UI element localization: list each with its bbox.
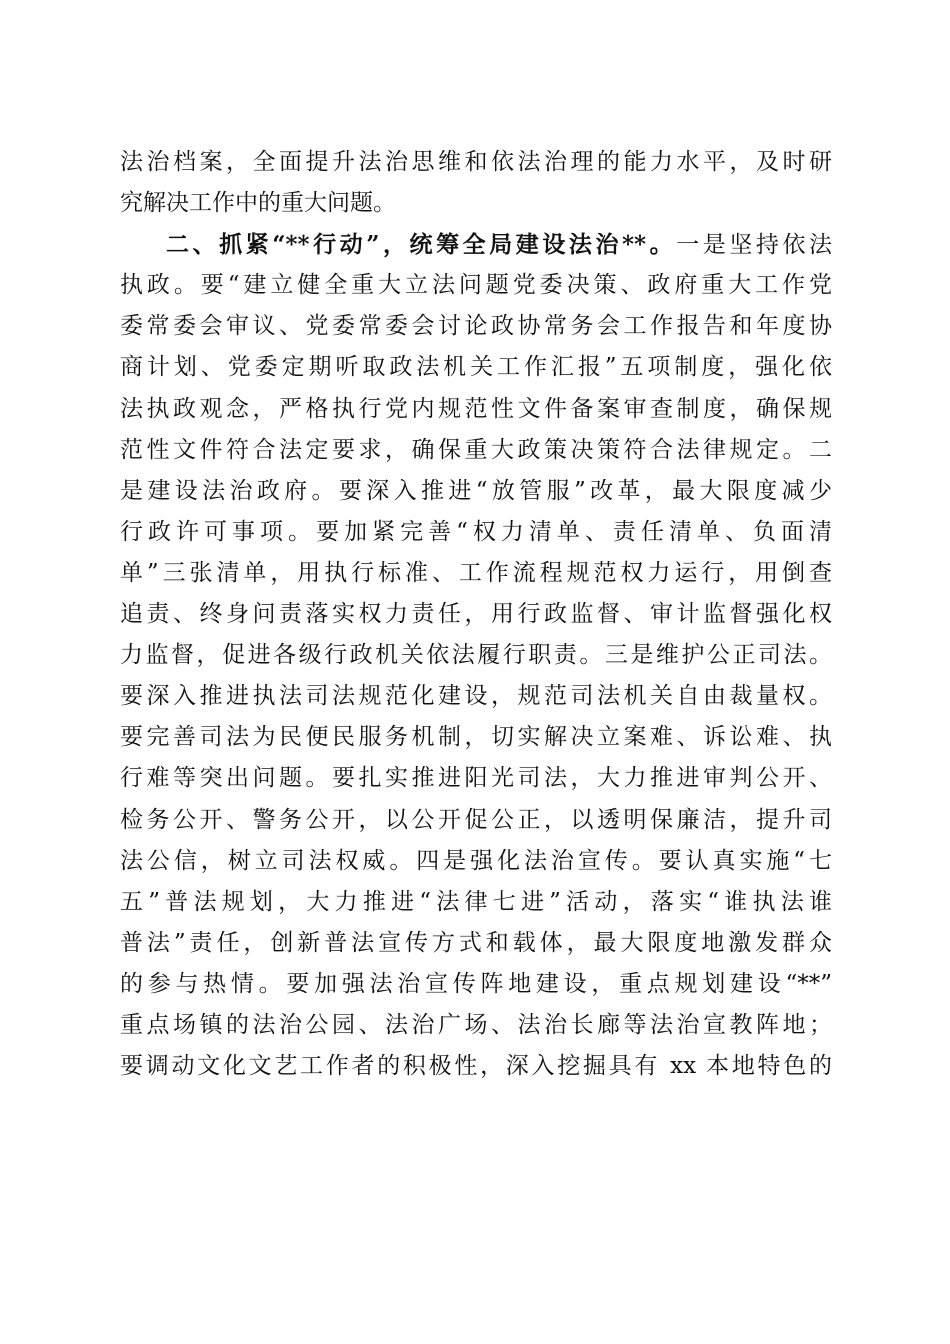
paragraph-2-line: 单”三张清单，用执行标准、工作流程规范权力运行，用倒查 (120, 559, 832, 586)
paragraph-1-line-2: 究解决工作中的重大问题。 (120, 190, 396, 217)
paragraph-2-line: 重点场镇的法治公园、法治广场、法治长廊等法治宣教阵地； (120, 1011, 832, 1038)
paragraph-2-line: 的参与热情。要加强法治宣传阵地建设，重点规划建设“**” (120, 970, 832, 997)
paragraph-2-line: 行难等突出问题。要扎实推进阳光司法，大力推进审判公开、 (120, 765, 832, 792)
paragraph-2-line: 执政。要“建立健全重大立法问题党委决策、政府重大工作党 (120, 272, 832, 299)
section-heading: 二、抓紧“**行动”，统筹全局建设法治**。 (166, 231, 677, 259)
paragraph-2-line: 法公信，树立司法权威。四是强化法治宣传。要认真实施“七 (120, 847, 832, 874)
paragraph-2-line: 法执政观念，严格执行党内规范性文件备案审查制度，确保规 (120, 395, 832, 422)
paragraph-2-line: 要完善司法为民便民服务机制，切实解决立案难、诉讼难、执 (120, 724, 832, 751)
paragraph-2-line: 五”普法规划，大力推进“法律七进”活动，落实“谁执法谁 (120, 888, 832, 915)
document-body (120, 142, 832, 1087)
paragraph-2-line: 普法”责任，创新普法宣传方式和载体，最大限度地激发群众 (120, 929, 832, 956)
paragraph-2-line: 商计划、党委定期听取政法机关工作汇报”五项制度，强化依 (120, 354, 832, 381)
paragraph-2-line: 追责、终身问责落实权力责任，用行政监督、审计监督强化权 (120, 601, 832, 628)
paragraph-2-line: 委常委会审议、党委常委会讨论政协常务会工作报告和年度协 (120, 313, 832, 340)
paragraph-2-line: 检务公开、警务公开，以公开促公正，以透明保廉洁，提升司 (120, 806, 832, 833)
paragraph-2-line: 要调动文化文艺工作者的积极性，深入挖掘具有 xx 本地特色的 (120, 1053, 832, 1080)
paragraph-2-line: 是建设法治政府。要深入推进“放管服”改革，最大限度减少 (120, 477, 832, 504)
paragraph-2-line: 行政许可事项。要加紧完善“权力清单、责任清单、负面清 (120, 518, 832, 545)
paragraph-2-first-line-text: 一是坚持依法 (676, 232, 832, 259)
paragraph-1-line-1: 法治档案，全面提升法治思维和依法治理的能力水平，及时研 (120, 149, 832, 175)
paragraph-2-line: 范性文件符合法定要求，确保重大政策决策符合法律规定。二 (120, 436, 832, 463)
paragraph-2-first-line (120, 224, 832, 265)
paragraph-2-line: 要深入推进执法司法规范化建设，规范司法机关自由裁量权。 (120, 683, 832, 710)
paragraph-2-line: 力监督，促进各级行政机关依法履行职责。三是维护公正司法。 (120, 642, 832, 669)
